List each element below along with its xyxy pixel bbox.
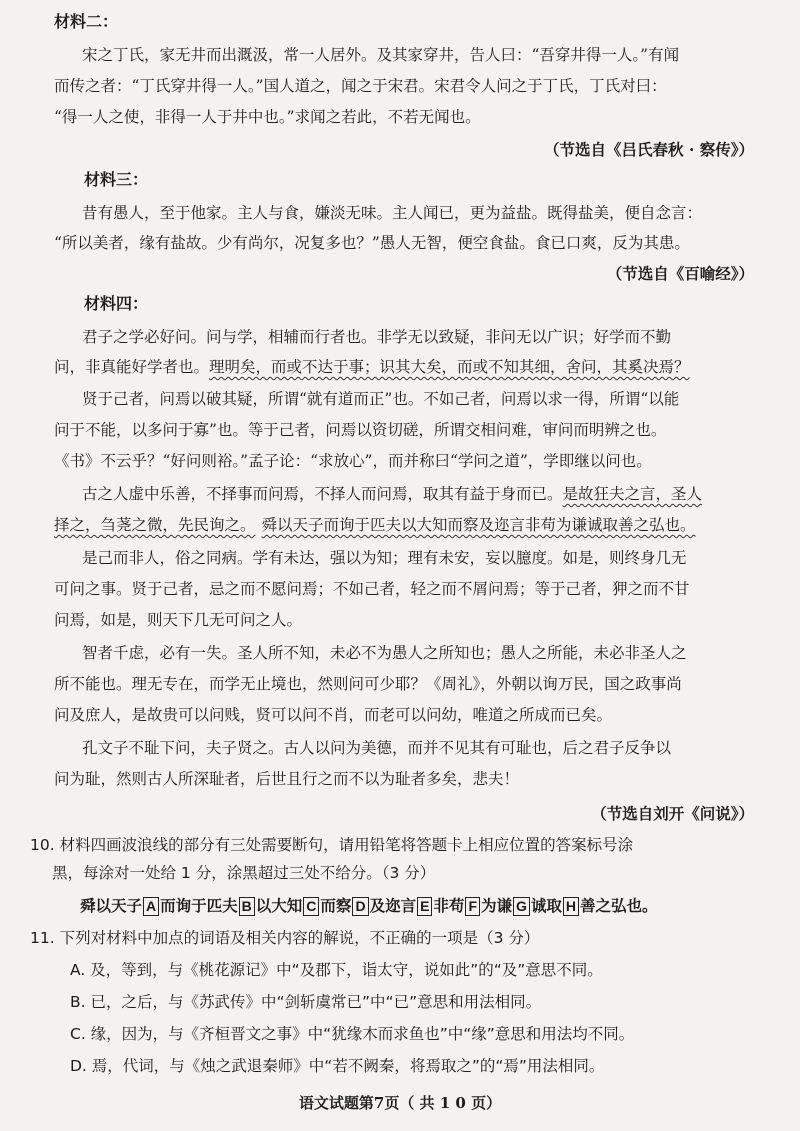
sentence-segment: 及迩言	[369, 896, 417, 915]
material-3-heading: 材料三：	[84, 170, 149, 189]
material-4-line: 君子之学必好问。问与学，相辅而行者也。非学无以致疑，非问无以广识；好学而不勤	[82, 328, 672, 346]
question-11-option-a[interactable]: A. 及，等到，与《桃花源记》中“及郡下，诣太守，说如此”的“及”意思不同。	[70, 961, 603, 979]
answer-mark-d[interactable]: D	[352, 897, 368, 916]
material-4-line	[54, 360, 690, 376]
page-footer: 语文试题第7页（ 共 1 0 页）	[298, 1094, 502, 1112]
question-10-stem: 10. 材料四画波浪线的部分有三处需要断句，请用铅笔将答题卡上相应位置的答案标号涂	[30, 836, 634, 854]
material-4-line	[54, 518, 696, 534]
question-11-stem: 11. 下列对材料中加点的词语及相关内容的解说，不正确的一项是（3 分）	[30, 929, 540, 947]
sentence-segment: 舜以天子	[80, 896, 143, 915]
question-10-sentence	[80, 897, 658, 916]
material-2-source: （节选自《吕氏春秋 · 察传》）	[544, 140, 754, 159]
question-11-option-c[interactable]: C. 缘，因为，与《齐桓晋文之事》中“犹缘木而求鱼也”中“缘”意思和用法均不同。	[70, 1025, 635, 1043]
material-4-line: 问为耻，然则古人所深耻者，后世且行之而不以为耻者多矣，悲夫！	[54, 770, 520, 788]
answer-mark-h[interactable]: H	[563, 897, 579, 916]
answer-mark-c[interactable]: C	[303, 897, 319, 916]
question-10-stem: 黑，每涂对一处给 1 分，涂黑超过三处不给分。（3 分）	[52, 864, 436, 882]
sentence-segment: 以大知	[255, 896, 303, 915]
material-2-heading: 材料二：	[54, 12, 119, 31]
material-4-line: 贤于己者，问焉以破其疑，所谓“就有道而正”也。不如己者，问焉以求一得，所谓“以能	[82, 390, 680, 408]
sentence-segment: 非苟	[433, 896, 465, 915]
material-3-line: 昔有愚人，至于他家。主人与食，嫌淡无味。主人闻已，更为益盐。既得盐美，便自念言：	[82, 204, 703, 222]
material-4-line: 问焉，如是，则天下几无可问之人。	[54, 611, 303, 629]
material-4-line: 《书》不云乎？“好问则裕。”孟子论：“求放心”，而并称曰“学问之道”，学即继以问也。	[54, 452, 652, 470]
wavy-underlined-text: 舜以天子而询于匹夫以大知而察及迩言非苟为谦诚取善之弘也。	[261, 516, 696, 534]
sentence-segment: 而察	[320, 896, 352, 915]
wavy-underlined-text: 择之，刍荛之微，先民询之。	[54, 516, 256, 534]
material-4-line: 问及庶人，是故贵可以问贱，贤可以问不肖，而老可以问幼，唯道之所成而已矣。	[54, 706, 613, 724]
wavy-underlined-text: 理明矣，而或不达于事；识其大矣，而或不知其细，舍问，其奚决焉？	[209, 358, 690, 376]
material-4-line	[82, 487, 702, 503]
sentence-segment: 诚取	[530, 896, 562, 915]
answer-mark-f[interactable]: F	[465, 897, 480, 916]
material-3-source: （节选自《百喻经》）	[606, 264, 754, 283]
material-4-line: 可问之事。贤于己者，忌之而不愿问焉；不如己者，轻之而不屑问焉；等于己者，狎之而不甘	[54, 580, 690, 598]
question-11-option-b[interactable]: B. 已，之后，与《苏武传》中“剑斩虞常已”中“已”意思和用法相同。	[70, 993, 542, 1011]
material-4-line: 问于不能，以多问于寡”也。等于己者，问焉以资切磋，所谓交相问难，审问而明辨之也。	[54, 421, 667, 439]
sentence-segment: 善之弘也。	[580, 896, 658, 915]
material-4-line: 孔文子不耻下问，夫子贤之。古人以问为美德，而并不见其有可耻也，后之君子反争以	[82, 739, 672, 757]
answer-mark-g[interactable]: G	[513, 897, 530, 916]
material-2-line: 宋之丁氏，家无井而出溉汲，常一人居外。及其家穿井，告人曰：“吾穿井得一人。”有闻	[82, 46, 680, 64]
sentence-segment: 而询于匹夫	[160, 896, 238, 915]
material-4-line: 智者千虑，必有一失。圣人所不知，未必不为愚人之所知也；愚人之所能，未必非圣人之	[82, 644, 687, 662]
material-4-source: （节选自刘开《问说》）	[591, 804, 754, 823]
wavy-underlined-text: 是故狂夫之言，圣人	[562, 485, 703, 503]
material-2-line: 而传之者：“丁氏穿井得一人。”国人道之，闻之于宋君。宋君令人问之于丁氏，丁氏对曰：	[54, 77, 667, 95]
sentence-segment: 为谦	[481, 896, 513, 915]
material-3-line: “所以美者，缘有盐故。少有尚尔，况复多也？”愚人无智，便空食盐。食已口爽，反为其患。	[54, 234, 690, 252]
plain-text: 古之人虚中乐善，不择事而问焉，不择人而问焉，取其有益于身而已。	[82, 485, 563, 503]
answer-mark-b[interactable]: B	[239, 897, 255, 916]
material-4-heading: 材料四：	[84, 294, 149, 313]
answer-mark-e[interactable]: E	[417, 897, 432, 916]
material-4-line: 所不能也。理无专在，而学无止境也，然则问可少耶？《周礼》，外朝以询万民，国之政事尚	[54, 675, 682, 693]
material-2-line: “得一人之使，非得一人于井中也。”求闻之若此，不若无闻也。	[54, 108, 481, 126]
answer-mark-a[interactable]: A	[143, 897, 159, 916]
question-11-option-d[interactable]: D. 焉，代词，与《烛之武退秦师》中“若不阙秦，将焉取之”的“焉”用法相同。	[70, 1057, 605, 1075]
material-4-line: 是己而非人，俗之同病。学有未达，强以为知；理有未安，妄以臆度。如是，则终身几无	[82, 549, 687, 567]
plain-text: 问，非真能好学者也。	[54, 358, 210, 376]
